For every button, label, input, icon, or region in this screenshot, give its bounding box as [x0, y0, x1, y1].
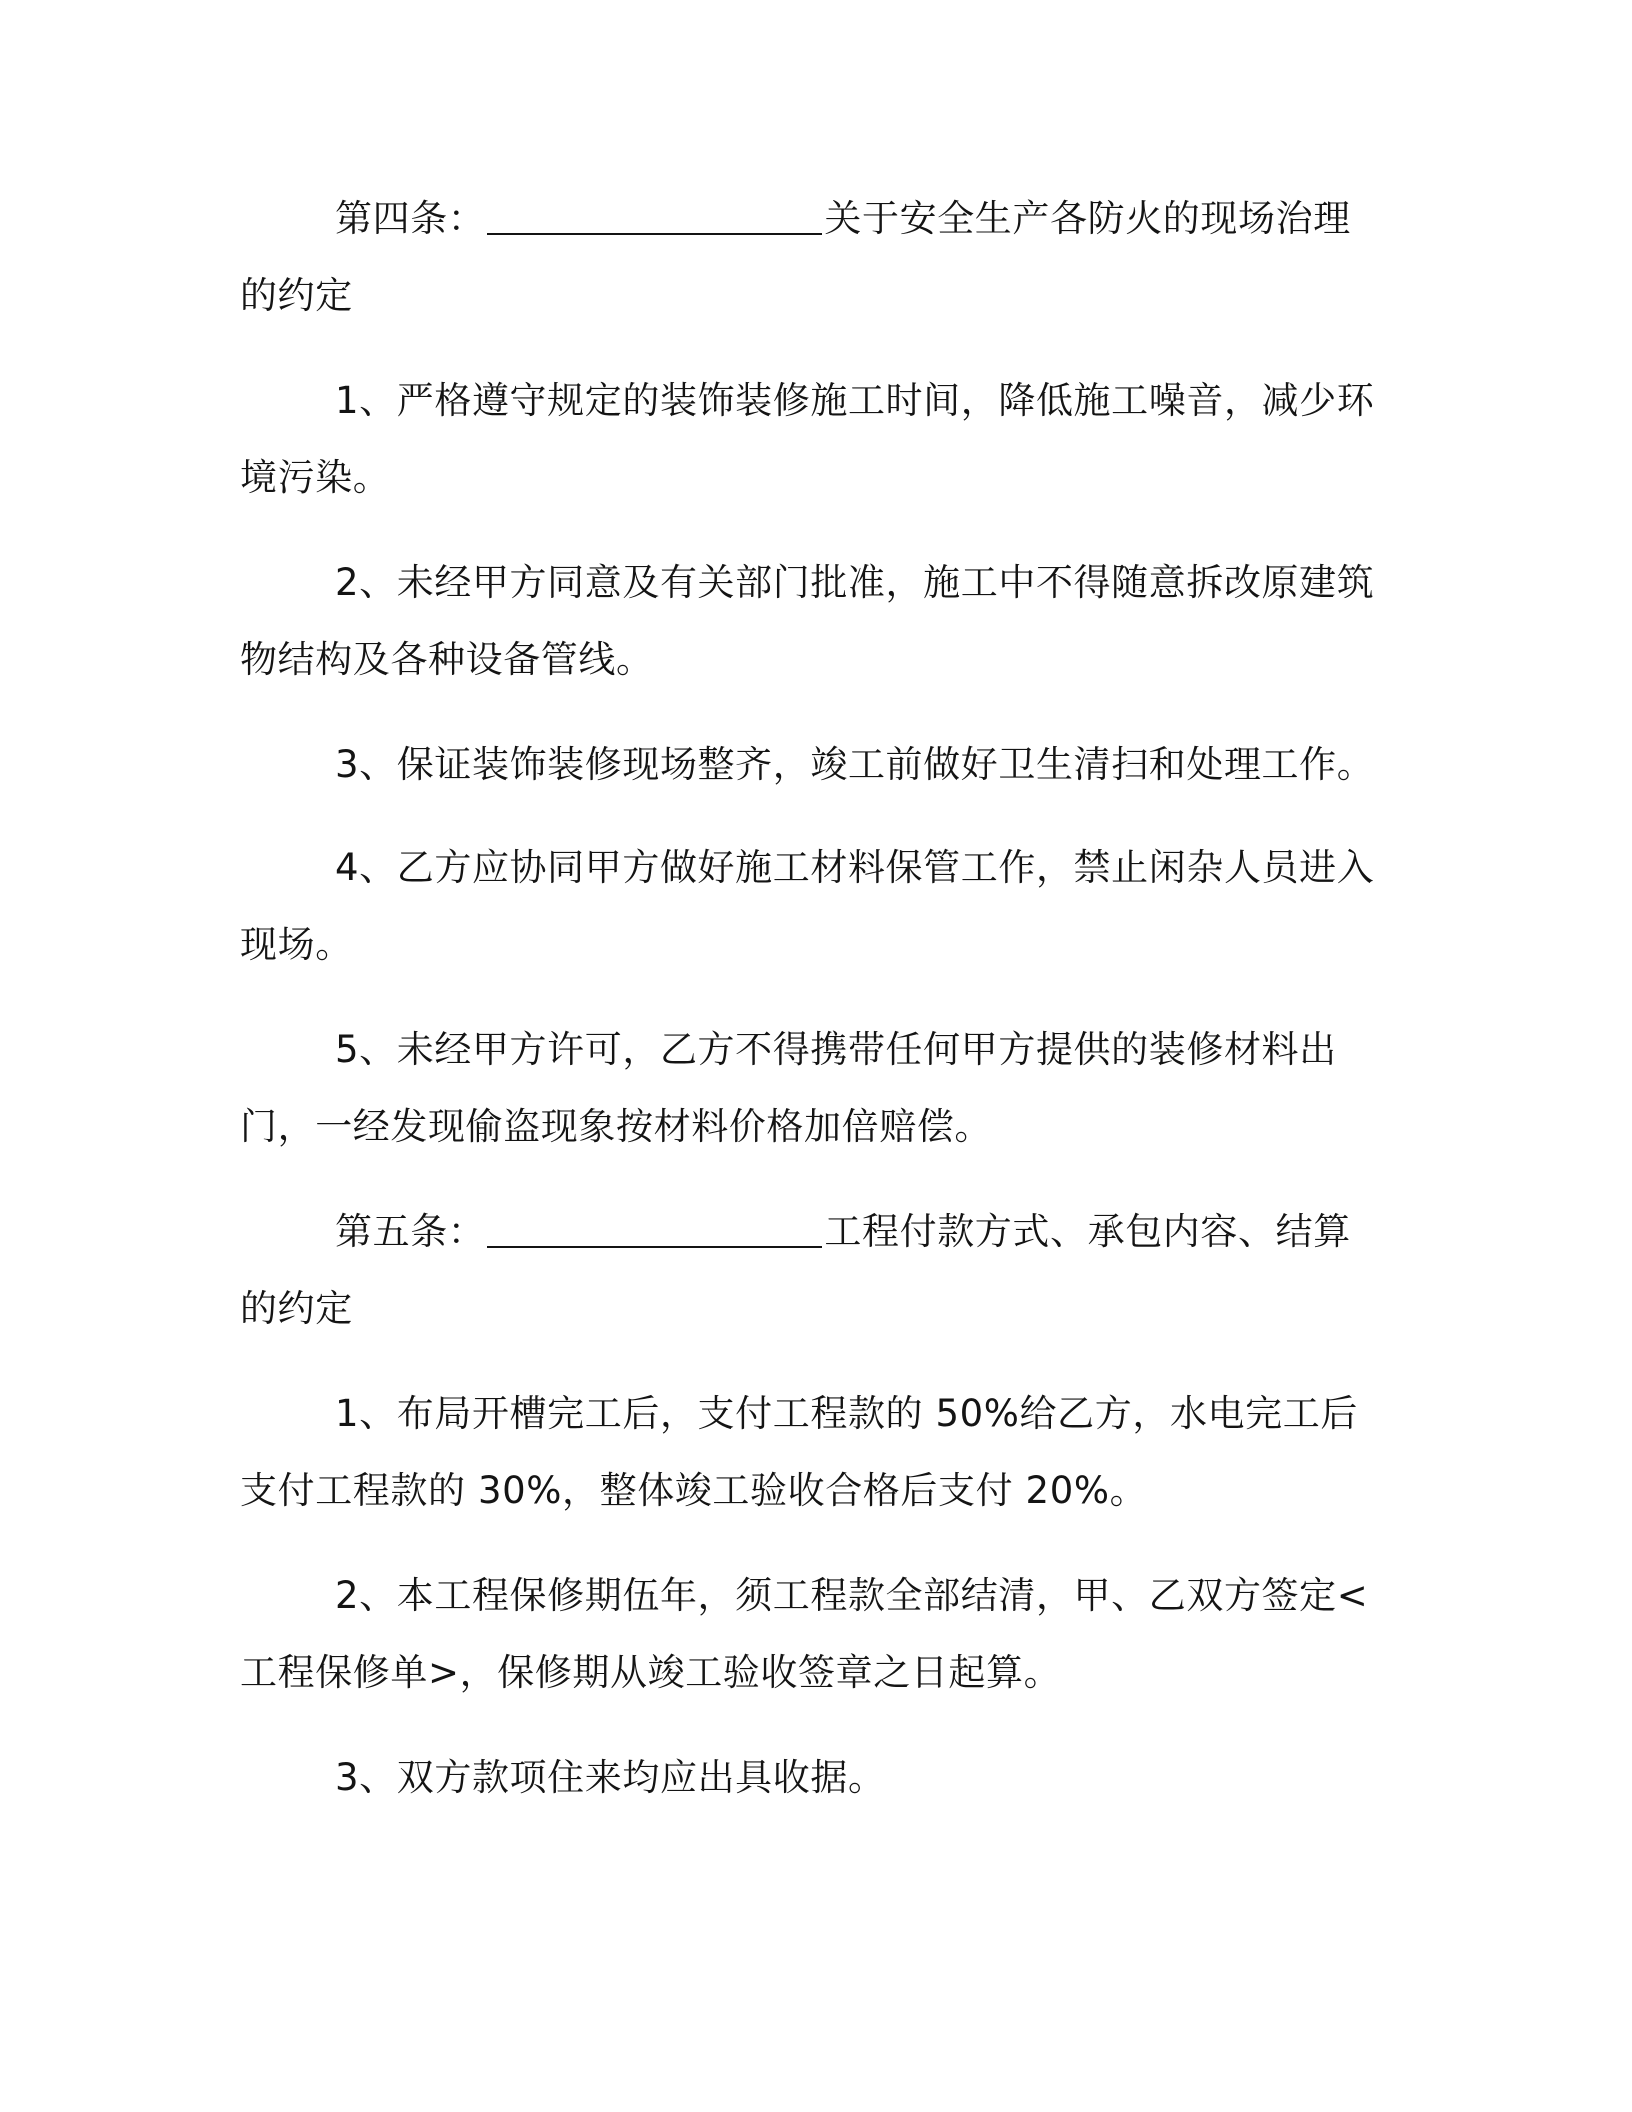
article-4-item-2: 2、未经甲方同意及有关部门批准，施工中不得随意拆改原建筑物结构及各种设备管线。	[240, 561, 1375, 681]
article-5-item-3: 3、双方款项住来均应出具收据。	[335, 1756, 886, 1799]
article-5-heading	[240, 1193, 1380, 1347]
article-5-item-2: 2、本工程保修期伍年，须工程款全部结清，甲、乙双方签定<工程保修单>，保修期从竣工验收签章之日起算。	[240, 1574, 1369, 1694]
article-4-item-5: 5、未经甲方许可，乙方不得携带任何甲方提供的装修材料出门，一经发现偷盗现象按材料价格加倍赔偿。	[240, 1028, 1337, 1148]
article-5-blank-line	[487, 1206, 822, 1248]
article-4-item-1: 1、严格遵守规定的装饰装修施工时间，降低施工噪音，减少环境污染。	[240, 379, 1375, 499]
article-5-prefix: 第五条：	[335, 1210, 486, 1253]
article-4-blank-line	[487, 193, 822, 235]
article-4-heading	[240, 180, 1380, 334]
article-4-item-4: 4、乙方应协同甲方做好施工材料保管工作，禁止闲杂人员进入现场。	[240, 846, 1375, 966]
article-4-title: 关于安全生产各防火的现场治理的约定	[240, 197, 1351, 317]
article-4-item-3: 3、保证装饰装修现场整齐，竣工前做好卫生清扫和处理工作。	[335, 743, 1375, 786]
article-5-item-1: 1、布局开槽完工后，支付工程款的 50%给乙方，水电完工后支付工程款的 30%，整体竣工验收合格后支付 20%。	[240, 1392, 1358, 1512]
article-4-prefix: 第四条：	[335, 197, 486, 240]
article-5-title: 工程付款方式、承包内容、结算的约定	[240, 1210, 1351, 1330]
